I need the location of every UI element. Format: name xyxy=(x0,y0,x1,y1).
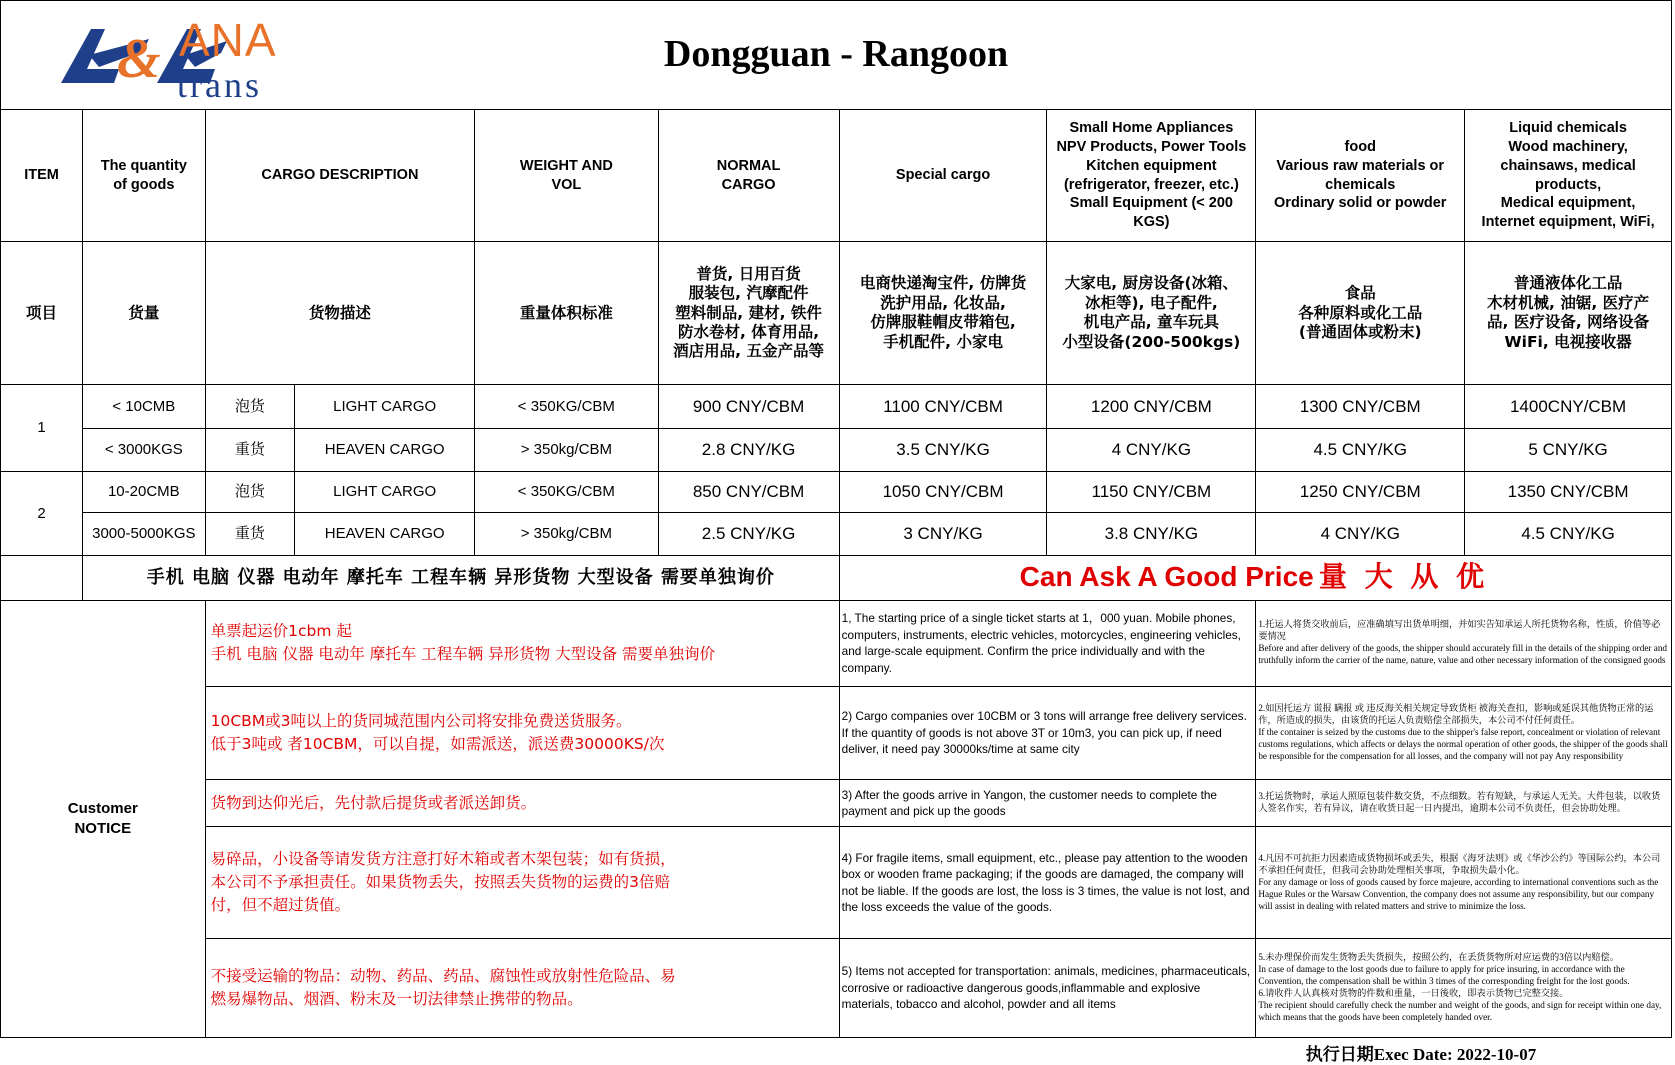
col-small-home-zh-line: 小型设备(200-500kgs) xyxy=(1062,332,1241,351)
quantity-cell: < 10CMB xyxy=(83,385,206,429)
col-normal-cargo-zh xyxy=(658,242,839,385)
notice-row xyxy=(1,780,1672,827)
col-quantity-en-line: of goods xyxy=(113,176,175,193)
col-liquid-en-line: chainsaws, medical xyxy=(1500,157,1636,174)
notice-row xyxy=(1,939,1672,1038)
col-special-cargo-zh-line: 电商快递淘宝件, 仿牌货 xyxy=(859,274,1027,293)
table-row xyxy=(1,429,1672,472)
col-small-home-zh-line: 大家电, 厨房设备(冰箱、 xyxy=(1064,274,1239,293)
cargo-type-en: LIGHT CARGO xyxy=(295,385,475,429)
price-liquid: 1350 CNY/CBM xyxy=(1465,471,1672,513)
company-logo xyxy=(9,11,279,105)
col-small-home-zh-line: 机电产品, 童车玩具 xyxy=(1083,313,1220,332)
col-liquid-zh-line: 品, 医疗设备, 网络设备 xyxy=(1487,313,1650,332)
notice-fine-para: 6.请收件人认真核对货物的件数和重量，一日後收，即表示货物已完整交接。 xyxy=(1258,988,1569,999)
notice-row xyxy=(1,827,1672,939)
notice-zh xyxy=(205,827,839,939)
notice-zh-line: 燃易爆物品、烟酒、粉末及一切法律禁止携带的物品。 xyxy=(210,990,583,1009)
col-normal-cargo-en-line: CARGO xyxy=(721,176,776,193)
notice-en: 3) After the goods arrive in Yangon, the customer needs to complete the payment and pick up the goods xyxy=(839,780,1256,827)
cargo-type-zh: 泡货 xyxy=(205,471,295,513)
logo-ana-text: ANA xyxy=(179,14,277,66)
col-food-zh-line: (普通固体或粉末) xyxy=(1298,322,1422,341)
col-normal-cargo-zh-line: 酒店用品, 五金产品等 xyxy=(673,342,824,361)
price-normal: 2.5 CNY/KG xyxy=(658,513,839,556)
col-liquid-en-line: Internet equipment, WiFi, xyxy=(1481,214,1655,231)
notice-fine-para: 3.托运货物时，承运人照原包装件数交货，不点细数。若有短缺，与承运人无关。大件包装，以收货人签名作实，若有异议，请在收货日起一日内提出，逾期本公司不负责任，但会协助处理。 xyxy=(1258,791,1661,814)
notice-fine-para: 1.托运人将货交收前后，应准确填写出货单明细，并如实告知承运人所托货物名称，性质，价值等必要情况 xyxy=(1258,619,1661,642)
table-row xyxy=(1,513,1672,556)
item-number: 1 xyxy=(1,385,83,471)
col-food-zh xyxy=(1256,242,1465,385)
notice-fine xyxy=(1256,780,1672,827)
col-special-cargo-en: Special cargo xyxy=(839,110,1047,242)
cargo-type-zh: 泡货 xyxy=(205,385,295,429)
price-small-home: 1200 CNY/CBM xyxy=(1047,385,1256,429)
cargo-type-en: HEAVEN CARGO xyxy=(295,513,475,556)
quantity-cell: 3000-5000KGS xyxy=(83,513,206,556)
notice-zh-line: 货物到达仰光后，先付款后提货或者派送卸货。 xyxy=(210,793,537,812)
price-special: 1100 CNY/CBM xyxy=(839,385,1047,429)
col-food-en-line: food xyxy=(1344,138,1376,155)
cargo-type-en: HEAVEN CARGO xyxy=(295,429,475,472)
col-small-home-en-line: Small Home Appliances xyxy=(1069,120,1234,137)
notice-zh-line: 易碎品，小设备等请发货方注意打好木箱或者木架包装；如有货损， xyxy=(210,849,676,868)
notice-fine-para: The recipient should carefully check the number and weight of the goods, and sign for receipt within one day, which means that the goods have been completely handed over. xyxy=(1258,1000,1662,1023)
col-normal-cargo-zh-line: 普货, 日用百货 xyxy=(696,264,801,283)
quantity-cell: < 3000KGS xyxy=(83,429,206,472)
col-weight-vol-en xyxy=(475,110,658,242)
col-food-en-line: Ordinary solid or powder xyxy=(1274,195,1447,212)
notice-zh-line: 10CBM或3吨以上的货同城范围内公司将安排免费送货服务。 xyxy=(210,711,632,730)
title-banner xyxy=(1,1,1672,110)
col-liquid-en-line: Medical equipment, xyxy=(1500,195,1636,212)
col-liquid-zh-line: 普通液体化工品 xyxy=(1513,274,1623,293)
price-small-home: 4 CNY/KG xyxy=(1047,429,1256,472)
notice-label-line: NOTICE xyxy=(74,819,132,837)
notice-zh-line: 手机 电脑 仪器 电动年 摩托车 工程车辆 异形货物 大型设备 需要单独询价 xyxy=(210,645,716,664)
table-row xyxy=(1,471,1672,513)
weight-standard: < 350KG/CBM xyxy=(475,385,658,429)
col-food-en-line: chemicals xyxy=(1325,176,1396,193)
weight-standard: > 350kg/CBM xyxy=(475,429,658,472)
item-number: 2 xyxy=(1,471,83,555)
col-small-home-en-line: KGS) xyxy=(1133,214,1170,231)
header-row-zh xyxy=(1,242,1672,385)
promo-en: Can Ask A Good Price xyxy=(1019,561,1314,593)
col-item-en: ITEM xyxy=(1,110,83,242)
col-item-zh: 项目 xyxy=(1,242,83,385)
special-row xyxy=(1,555,1672,600)
special-inquiry-text: 手机 电脑 仪器 电动年 摩托车 工程车辆 异形货物 大型设备 需要单独询价 xyxy=(83,555,840,600)
col-normal-cargo-en-line: NORMAL xyxy=(716,157,781,174)
notice-fine-para: 4.凡因不可抗拒力因素造成货物损坏或丢失，根据《海牙法则》或《华沙公约》等国际公约，本公司不承担任何责任，但我司会协助处理相关事项，争取损失最小化。 xyxy=(1258,852,1661,875)
notice-fine xyxy=(1256,827,1672,939)
promo-zh: 量 大 从 优 xyxy=(1318,560,1489,594)
price-normal: 2.8 CNY/KG xyxy=(658,429,839,472)
col-quantity-en-line: The quantity xyxy=(100,157,187,174)
notice-zh-line: 本公司不予承担责任。如果货物丢失，按照丢失货物的运费的3倍赔 xyxy=(210,872,670,891)
col-normal-cargo-zh-line: 防水卷材, 体育用品, xyxy=(677,322,820,341)
svg-text:&: & xyxy=(117,28,161,90)
col-special-cargo-zh xyxy=(839,242,1047,385)
notice-zh xyxy=(205,939,839,1038)
header-row-en xyxy=(1,110,1672,242)
notice-zh xyxy=(205,600,839,686)
weight-standard: < 350KG/CBM xyxy=(475,471,658,513)
col-liquid-zh-line: 木材机械, 油锯, 医疗产 xyxy=(1487,293,1650,312)
notice-zh-line: 付，但不超过货值。 xyxy=(210,896,351,915)
col-quantity-en xyxy=(83,110,206,242)
cargo-type-zh: 重货 xyxy=(205,429,295,472)
price-liquid: 4.5 CNY/KG xyxy=(1465,513,1672,556)
logo-trans-text: trans xyxy=(177,65,262,105)
col-normal-cargo-zh-line: 服装包, 汽摩配件 xyxy=(688,284,809,303)
col-small-home-en xyxy=(1047,110,1256,242)
col-liquid-en-line: products, xyxy=(1535,176,1602,193)
notice-en: 5) Items not accepted for transportation: animals, medicines, pharmaceuticals, corrosive or radioactive dangerous goods,inflammable and explosive materials, tobacco and alcohol, powder and all items xyxy=(839,939,1256,1038)
col-normal-cargo-en xyxy=(658,110,839,242)
col-special-cargo-zh-line: 手机配件, 小家电 xyxy=(883,332,1003,351)
notice-label-line: Customer xyxy=(67,800,138,818)
col-small-home-en-line: Kitchen equipment xyxy=(1086,157,1217,174)
price-small-home: 1150 CNY/CBM xyxy=(1047,471,1256,513)
col-food-zh-line: 食品 xyxy=(1344,284,1376,303)
notice-zh-line: 单票起运价1cbm 起 xyxy=(210,621,352,640)
route-title: Dongguan - Rangoon xyxy=(663,33,1009,76)
col-liquid-en xyxy=(1465,110,1672,242)
col-special-cargo-zh-line: 仿牌服鞋帽皮带箱包, xyxy=(870,313,1016,332)
notice-en: 2) Cargo companies over 10CBM or 3 tons will arrange free delivery services. If the quantity of goods is not above 3T or 10m3, you can pick up, if need deliver, it need pay 30000ks/time at same city xyxy=(839,686,1256,780)
col-normal-cargo-zh-line: 塑料制品, 建材, 铁件 xyxy=(675,303,822,322)
table-row xyxy=(1,385,1672,429)
price-liquid: 1400CNY/CBM xyxy=(1465,385,1672,429)
col-liquid-zh xyxy=(1465,242,1672,385)
col-cargo-description-zh: 货物描述 xyxy=(205,242,475,385)
col-special-cargo-zh-line: 洗护用品, 化妆品, xyxy=(880,293,1006,312)
notice-row xyxy=(1,686,1672,780)
col-liquid-en-line: Wood machinery, xyxy=(1508,138,1628,155)
notice-fine-para: If the container is seized by the customs due to the shipper's false report, concealment or violation of relevant customs regulations, which affects or delays the normal operation of other goods, the shipper of the goods shall be responsible for the compensation for all losses, and the company will not pay Any responsibility xyxy=(1258,727,1668,761)
price-normal: 850 CNY/CBM xyxy=(658,471,839,513)
col-cargo-description-en: CARGO DESCRIPTION xyxy=(205,110,475,242)
col-weight-vol-en-line: WEIGHT AND xyxy=(519,157,613,174)
notice-fine-para: 5.未办理保价而发生货物丢失货损失，按照公约，在丢货货物所对应运费的3倍以内赔偿。 xyxy=(1258,952,1619,963)
notice-fine-para: 2.如因托运方 谎报 瞒报 或 违反海关相关规定导致货柜 被海关查扣，影响或延误其他货物正常的运作，所造成的损失，由该货的托运人负责赔偿全部损失，本公司不付任何责任。 xyxy=(1258,703,1654,726)
special-row-spacer xyxy=(1,555,83,600)
col-small-home-en-line: (refrigerator, freezer, etc.) xyxy=(1063,176,1239,193)
price-food: 4 CNY/KG xyxy=(1256,513,1465,556)
col-small-home-zh xyxy=(1047,242,1256,385)
price-small-home: 3.8 CNY/KG xyxy=(1047,513,1256,556)
notice-zh-line: 低于3吨或 者10CBM，可以自提，如需派送，派送费30000KS/次 xyxy=(210,734,665,753)
notice-fine xyxy=(1256,686,1672,780)
col-food-en xyxy=(1256,110,1465,242)
notice-row xyxy=(1,600,1672,686)
exec-date: 执行日期Exec Date: 2022-10-07 xyxy=(1305,1045,1537,1064)
notice-zh-line: 不接受运输的物品：动物、药品、药品、腐蚀性或放射性危险品、易 xyxy=(210,966,676,985)
col-quantity-zh: 货量 xyxy=(83,242,206,385)
col-food-zh-line: 各种原料或化工品 xyxy=(1298,303,1423,322)
price-liquid: 5 CNY/KG xyxy=(1465,429,1672,472)
price-food: 1250 CNY/CBM xyxy=(1256,471,1465,513)
price-food: 1300 CNY/CBM xyxy=(1256,385,1465,429)
notice-fine xyxy=(1256,939,1672,1038)
col-weight-vol-en-line: VOL xyxy=(551,176,582,193)
price-special: 3.5 CNY/KG xyxy=(839,429,1047,472)
price-special: 1050 CNY/CBM xyxy=(839,471,1047,513)
notice-fine-para: For any damage or loss of goods caused by force majeure, according to international conventions such as the Hague Rules or the Warsaw Convention, the company does not assume any responsibility, but our company will assist in dealing with related matters and strive to minimize the loss. xyxy=(1258,876,1659,911)
col-weight-vol-zh: 重量体积标准 xyxy=(475,242,658,385)
customer-notice-label xyxy=(1,600,206,1038)
price-food: 4.5 CNY/KG xyxy=(1256,429,1465,472)
weight-standard: > 350kg/CBM xyxy=(475,513,658,556)
notice-zh xyxy=(205,780,839,827)
price-special: 3 CNY/KG xyxy=(839,513,1047,556)
col-liquid-zh-line: WiFi, 电视接收器 xyxy=(1504,332,1632,351)
notice-en: 4) For fragile items, small equipment, etc., please pay attention to the wooden box or wooden frame packaging; if the goods are damaged, the company will not be liable. If the goods are lost, the loss is 3 times, the value is not lost, and the loss exceeds the value of the goods. xyxy=(839,827,1256,939)
price-normal: 900 CNY/CBM xyxy=(658,385,839,429)
notice-fine-para: In case of damage to the lost goods due to failure to apply for price insuring, in accordance with the Convention, the compensation shall be within 3 times of the corresponding freight for the lost goods. xyxy=(1258,964,1630,987)
notice-zh xyxy=(205,686,839,780)
cargo-type-en: LIGHT CARGO xyxy=(295,471,475,513)
promo-banner xyxy=(839,555,1671,600)
col-small-home-zh-line: 冰柜等), 电子配件, xyxy=(1085,293,1218,312)
cargo-type-zh: 重货 xyxy=(205,513,295,556)
notice-fine xyxy=(1256,600,1672,686)
col-small-home-en-line: Small Equipment (< 200 xyxy=(1069,195,1233,212)
col-food-en-line: Various raw materials or xyxy=(1276,157,1445,174)
quantity-cell: 10-20CMB xyxy=(83,471,206,513)
notice-en: 1, The starting price of a single ticket starts at 1，000 yuan. Mobile phones, computers, instruments, electric vehicles, motorcycles, engineering vehicles, and large-scale equipment. Confirm the price individually and with the company. xyxy=(839,600,1256,686)
notice-fine-para: Before and after delivery of the goods, the shipper should accurately fill in the details of the shipping order and truthfully inform the carrier of the name, nature, value and other necessary information of the consigned goods xyxy=(1258,643,1668,666)
col-liquid-en-line: Liquid chemicals xyxy=(1509,120,1627,137)
col-small-home-en-line: NPV Products, Power Tools xyxy=(1056,138,1247,155)
